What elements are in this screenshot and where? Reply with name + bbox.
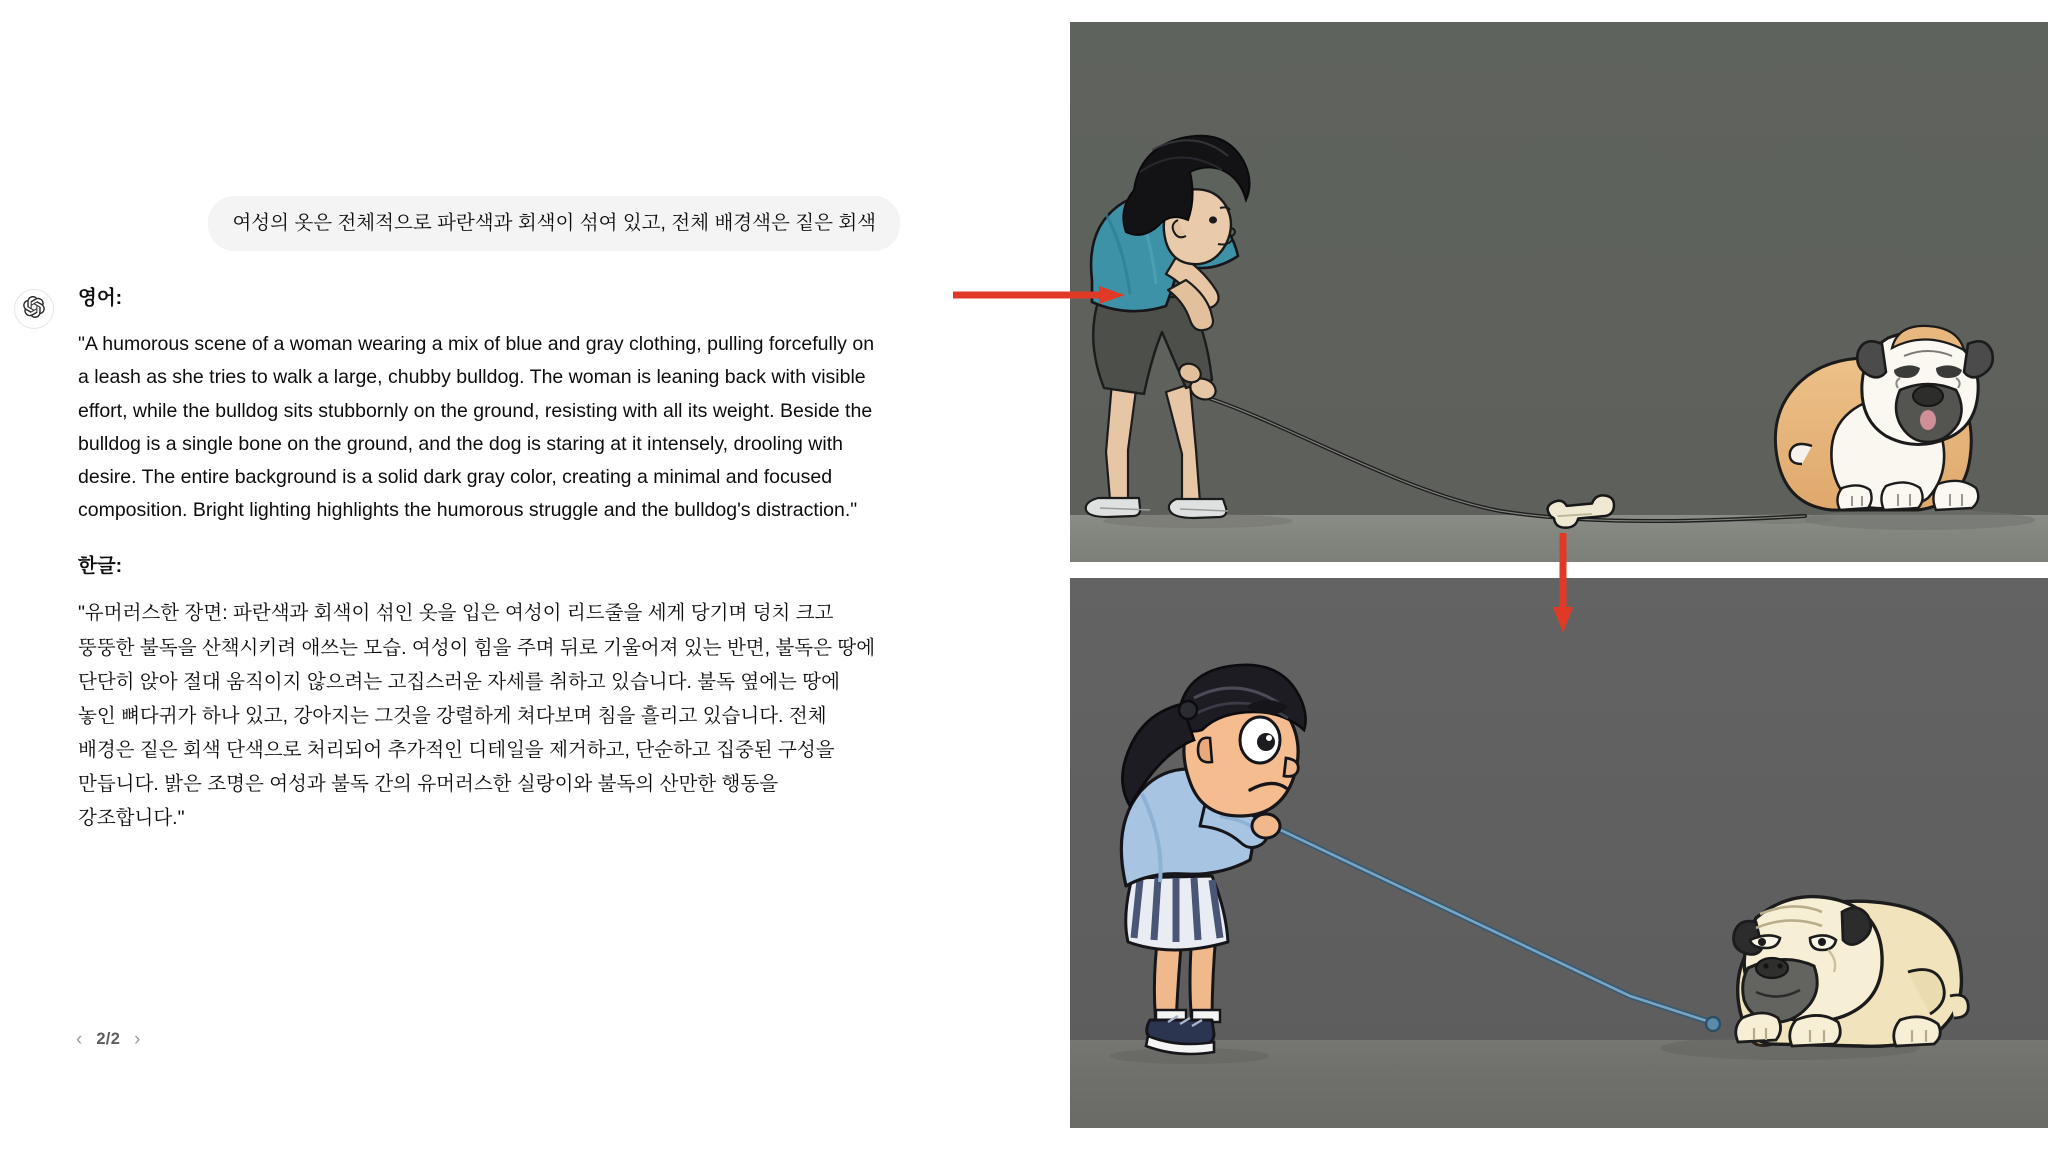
chevron-left-icon[interactable]: ‹ xyxy=(76,1029,83,1050)
openai-logo-icon xyxy=(23,296,45,323)
scene-bottom xyxy=(1070,578,2048,1128)
user-message-row xyxy=(0,196,900,251)
girl-figure xyxy=(1121,665,1305,1054)
response-pagination xyxy=(76,1030,141,1049)
leash-line xyxy=(1202,396,1805,521)
woman-figure xyxy=(1086,136,1250,518)
scene-top xyxy=(1070,22,2048,562)
assistant-avatar xyxy=(14,289,54,329)
generated-image-bottom[interactable] xyxy=(1070,578,2048,1128)
bone-object xyxy=(1548,495,1614,527)
user-message-bubble[interactable]: 여성의 옷은 전체적으로 파란색과 회색이 섞여 있고, 전체 배경색은 짙은 회색 xyxy=(208,196,900,251)
assistant-message-body xyxy=(78,285,898,861)
bulldog-bottom xyxy=(1734,897,1969,1047)
generated-image-top[interactable] xyxy=(1070,22,2048,562)
red-arrow-down xyxy=(1553,533,1573,633)
section-heading-english: 영어: xyxy=(78,287,123,309)
bulldog-top xyxy=(1775,326,1992,510)
red-arrow-right xyxy=(953,286,1125,304)
chat-transcript xyxy=(0,0,1020,1150)
pagination-counter: 2/2 xyxy=(96,1030,121,1048)
section-text-korean: "유머러스한 장면: 파란색과 회색이 섞인 옷을 입은 여성이 리드줄을 세게 당기며 덩치 크고 뚱뚱한 불독을 산책시키려 애쓰는 모습. 여성이 힘을 주며 뒤로 기울어져 있는 반면, 불독은 땅에 단단히 앉아 절대 움직이지 않으려는 고집스러운 자세를 취하고 있습니다. 불독 옆에는 땅에 놓인 뼈다귀가 하나 있고, 강아지는 그것을 강렬하게 쳐다보며 침을 흘리고 있습니다. 전체 배경은 짙은 회색 단색으로 처리되어 추가적인 디테일을 제거하고, 단순하고 집중된 구성을 만듭니다. 밝은 조명은 여성과 불독 간의 유머러스한 실랑이와 불독의 산만한 행동을 강조합니다." xyxy=(78,602,876,830)
chevron-right-icon[interactable]: › xyxy=(134,1029,141,1050)
bottom-illustration-svg xyxy=(1070,578,2048,1128)
section-heading-korean: 한글: xyxy=(78,555,123,578)
top-illustration-svg xyxy=(1070,22,2048,562)
section-text-english: "A humorous scene of a woman wearing a mix of blue and gray clothing, pulling forcefully on a leash as she tries to walk a large, chubby bulldog. The woman is leaning back with visible effort, while the bulldog sits stubbornly on the ground, resisting with all its weight. Beside the bulldog is a single bone on the ground, and the dog is staring at it intensely, drooling with desire. The entire background is a solid dark gray color, creating a minimal and focused composition. Bright lighting highlights the humorous struggle and the bulldog's distraction." xyxy=(78,333,875,521)
